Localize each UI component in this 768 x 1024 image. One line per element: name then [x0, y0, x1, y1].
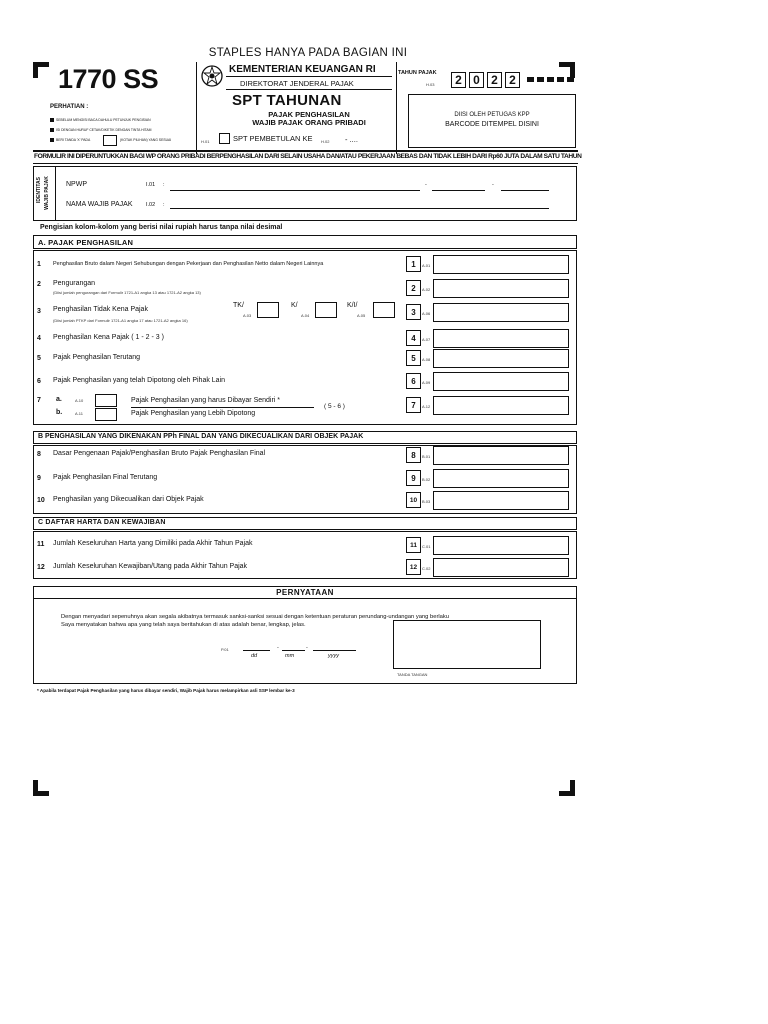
row-code: A.08 [422, 357, 431, 362]
scan-marker-icon [547, 77, 554, 82]
row-code: A.12 [422, 404, 431, 409]
row-number-box: 2 [406, 280, 421, 296]
pernyataan-title: PERNYATAAN [276, 588, 334, 597]
rule [33, 150, 578, 152]
value-input-a02[interactable] [433, 279, 569, 298]
perhatian-title: PERHATIAN : [50, 104, 89, 110]
perhatian-item-4: (KOTAK PILIHAN) YANG SESUAI [120, 138, 172, 142]
value-input-a06[interactable] [433, 303, 569, 322]
h02-code: H.02 [321, 139, 330, 144]
row-code: A.02 [422, 287, 431, 292]
row-number: 5 [37, 355, 41, 362]
signature-label: TANDA TANGAN [397, 672, 428, 677]
date-code: P.01 [221, 647, 229, 652]
row-number-box: 12 [406, 559, 421, 575]
spt-subtitle-2: WAJIB PAJAK ORANG PRIBADI [252, 118, 366, 127]
row-code: A.09 [422, 380, 431, 385]
value-input-c02[interactable] [433, 558, 569, 577]
instruction-text: Pengisian kolom-kolom yang berisi nilai rupiah harus tanpa nilai desimal [40, 224, 283, 231]
perhatian-item-2: ISI DENGAN HURUF CETAK/DIKETIK DENGAN TINTA HITAM [56, 128, 152, 132]
ptkp-tk-input[interactable] [257, 302, 279, 318]
row-4-label: Penghasilan Kena Pajak ( 1 - 2 - 3 ) [53, 334, 164, 341]
ptkp-k-input[interactable] [315, 302, 337, 318]
row-12-label: Jumlah Keseluruhan Kewajiban/Utang pada Akhir Tahun Pajak [53, 563, 248, 570]
colon: : [163, 202, 165, 208]
row-7a-checkbox[interactable] [95, 394, 117, 407]
pembetulan-label: SPT PEMBETULAN KE [233, 134, 313, 143]
date-dd-field[interactable] [243, 650, 270, 651]
row-code: A.07 [422, 337, 431, 342]
header-divider [396, 62, 397, 154]
date-dd-hint: dd [251, 653, 258, 659]
scan-marker-icon [557, 77, 564, 82]
row-code: B.01 [422, 454, 431, 459]
directorate-name: DIREKTORAT JENDERAL PAJAK [240, 79, 354, 88]
ptkp-ki-label: K/I/ [347, 302, 358, 309]
row-code: C.01 [422, 544, 431, 549]
row-5-label: Pajak Penghasilan Terutang [53, 354, 141, 361]
footnote: * Apabila terdapat Pajak Penghasilan yang harus dibayar sendiri, Wajib Pajak harus melampirkan asli SSP lembar ke-3 [37, 688, 295, 693]
banner-text: FORMULIR INI DIPERUNTUKKAN BAGI WP ORANG PRIBADI BERPENGHASILAN DARI SELAIN USAHA DAN/ATAU PEKERJAAN BEBAS DAN TIDAK LEBIH DARI Rp60 JUTA DALAM SATU TAHUN [34, 153, 582, 160]
value-input-a12[interactable] [433, 396, 569, 415]
corner-mark-bottom-left [33, 780, 49, 796]
ptkp-tk-code: A.03 [243, 313, 252, 318]
signature-box[interactable] [393, 620, 541, 669]
value-input-b01[interactable] [433, 446, 569, 465]
rule [226, 89, 392, 90]
bullet-icon [50, 128, 54, 132]
row-number: 8 [37, 451, 41, 458]
ptkp-tk-label: TK/ [233, 302, 244, 309]
npwp-field-cabang[interactable] [501, 190, 549, 191]
row-number-box: 4 [406, 330, 421, 346]
row-6-label: Pajak Penghasilan yang telah Dipotong oleh Pihak Lain [53, 377, 226, 384]
row-7-formula: ( 5 - 6 ) [324, 403, 345, 410]
row-7a-label: Pajak Penghasilan yang harus Dibayar Sendiri * [131, 397, 281, 404]
form-code: 1770 SS [58, 64, 159, 94]
h01-code: H.01 [201, 139, 210, 144]
row-code: C.02 [422, 566, 431, 571]
row-number: 12 [37, 564, 45, 571]
row-number-box: 7 [406, 397, 421, 413]
pembetulan-checkbox[interactable] [219, 133, 230, 144]
identity-section [33, 166, 577, 221]
value-input-a08[interactable] [433, 349, 569, 368]
pembetulan-value[interactable]: - .... [345, 135, 358, 144]
pernyataan-text-1: Dengan menyadari sepenuhnya akan segala akibatnya termasuk sanksi-sanksi sesuai dengan ketentuan peraturan perundang-undangan yang berlaku [61, 614, 450, 620]
row-number: 2 [37, 281, 41, 288]
row-3-label: Penghasilan Tidak Kena Pajak [53, 306, 148, 313]
row-7b-label: Pajak Penghasilan yang Lebih Dipotong [131, 410, 256, 417]
staples-note: STAPLES HANYA PADA BAGIAN INI [208, 47, 408, 59]
row-8-label: Dasar Pengenaan Pajak/Penghasilan Bruto Pajak Penghasilan Final [53, 450, 266, 457]
row-10-label: Penghasilan yang Dikecualikan dari Objek Pajak [53, 496, 204, 503]
ptkp-ki-code: A.05 [357, 313, 366, 318]
ministry-name: KEMENTERIAN KEUANGAN RI [229, 64, 376, 75]
dash: - [425, 182, 427, 188]
pernyataan-text-2: Saya menyatakan bahwa apa yang telah saya beritahukan di atas adalah benar, lengkap, jelas. [61, 622, 306, 628]
scan-marker-icon [537, 77, 544, 82]
row-code: B.03 [422, 499, 431, 504]
row-number-box: 6 [406, 373, 421, 389]
section-a-title: A. PAJAK PENGHASILAN [38, 238, 134, 247]
value-input-a09[interactable] [433, 372, 569, 391]
row-number-box: 3 [406, 304, 421, 320]
row-number: 1 [37, 261, 41, 268]
dash: - [306, 645, 308, 651]
row-code: B.02 [422, 477, 431, 482]
rule [131, 407, 314, 408]
rule [55, 166, 56, 221]
rule [226, 76, 392, 77]
row-2-label: Pengurangan [53, 280, 96, 287]
row-number: 7 [37, 397, 41, 404]
row-7b-letter: b. [56, 409, 63, 416]
row-11-label: Jumlah Keseluruhan Harta yang Dimiliki pada Akhir Tahun Pajak [53, 540, 253, 547]
spt-subtitle-1: PAJAK PENGHASILAN [268, 110, 350, 119]
scan-marker-icon [527, 77, 534, 82]
kpp-note-1: DIISI OLEH PETUGAS KPP [454, 112, 530, 118]
npwp-label: NPWP [66, 181, 87, 188]
corner-mark-bottom-right [559, 780, 575, 796]
row-number-box: 10 [406, 492, 421, 508]
row-7b-code: A.11 [75, 411, 83, 416]
corner-mark-top-left [33, 62, 49, 78]
date-yyyy-field[interactable] [313, 650, 356, 651]
year-digit[interactable]: 0 [469, 72, 484, 88]
nama-code: I.02 [146, 202, 156, 208]
h03-code: H.03 [426, 82, 435, 87]
row-number: 6 [37, 378, 41, 385]
row-code: A.01 [422, 263, 431, 268]
date-yyyy-hint: yyyy [328, 653, 339, 659]
ptkp-k-code: A.04 [301, 313, 310, 318]
row-number: 3 [37, 308, 41, 315]
scan-marker-icon [567, 77, 574, 82]
year-digit[interactable]: 2 [505, 72, 520, 88]
npwp-code: I.01 [146, 182, 156, 188]
rule [33, 598, 577, 599]
row-2-sub: (Diisi jumlah pengurangan dari Formulir 1721-A1 angka 13 atau 1721-A2 angka 13) [53, 290, 201, 295]
nama-field[interactable] [170, 208, 549, 209]
value-input-a07[interactable] [433, 329, 569, 348]
row-code: A.06 [422, 311, 431, 316]
row-7a-letter: a. [56, 396, 62, 403]
kpp-note-2: BARCODE DITEMPEL DISINI [445, 121, 539, 128]
value-input-c01[interactable] [433, 536, 569, 555]
value-input-b02[interactable] [433, 469, 569, 488]
row-7b-checkbox[interactable] [95, 408, 117, 421]
year-digit[interactable]: 2 [487, 72, 502, 88]
year-digit[interactable]: 2 [451, 72, 466, 88]
row-number: 11 [37, 541, 45, 548]
identity-side-label: IDENTITAS [36, 176, 42, 204]
dash: - [492, 182, 494, 188]
tahun-pajak-label: TAHUN PAJAK [398, 70, 437, 76]
bullet-icon [50, 138, 54, 142]
perhatian-item-3: BERI TANDA 'X' PADA [56, 138, 91, 142]
colon: : [163, 182, 165, 188]
example-checkbox [103, 135, 117, 146]
row-number-box: 5 [406, 350, 421, 366]
dash: - [277, 645, 279, 651]
row-1-label: Penghasilan Bruto dalam Negeri Sehubungan dengan Pekerjaan dan Penghasilan Netto dalam Negeri Lainnya [53, 261, 324, 267]
value-input-b03[interactable] [433, 491, 569, 510]
identity-side-label: WAJIB PAJAK [44, 176, 50, 210]
row-9-label: Pajak Penghasilan Final Terutang [53, 474, 158, 481]
header-divider [196, 62, 197, 154]
date-mm-hint: mm [285, 653, 295, 659]
row-number: 4 [37, 335, 41, 342]
spt-title: SPT TAHUNAN [232, 92, 342, 109]
row-number-box: 9 [406, 470, 421, 486]
row-number-box: 11 [406, 537, 421, 553]
corner-mark-top-right [559, 62, 575, 78]
bullet-icon [50, 118, 54, 122]
row-3-sub: (Diisi jumlah PTKP dari Formulir 1721-A1 angka 17 atau 1721-A2 angka 16) [53, 318, 188, 323]
row-number: 9 [37, 475, 41, 482]
ptkp-k-label: K/ [291, 302, 298, 309]
row-number-box: 8 [406, 447, 421, 463]
npwp-field[interactable] [170, 190, 420, 191]
row-number-box: 1 [406, 256, 421, 272]
row-7a-code: A.10 [75, 398, 84, 403]
value-input-a01[interactable] [433, 255, 569, 274]
section-b-title: B PENGHASILAN YANG DIKENAKAN PPh FINAL DAN YANG DIKECUALIKAN DARI OBJEK PAJAK [38, 433, 364, 440]
row-number: 10 [37, 497, 45, 504]
section-c-title: C DAFTAR HARTA DAN KEWAJIBAN [38, 519, 166, 526]
perhatian-item-1: SEBELUM MENGISI BACA DAHULU PETUNJUK PENGISIAN [56, 118, 151, 122]
rule [33, 163, 578, 164]
ptkp-ki-input[interactable] [373, 302, 395, 318]
ministry-logo [200, 64, 224, 88]
nama-label: NAMA WAJIB PAJAK [66, 201, 133, 208]
npwp-field-kpp[interactable] [432, 190, 485, 191]
date-mm-field[interactable] [282, 650, 305, 651]
